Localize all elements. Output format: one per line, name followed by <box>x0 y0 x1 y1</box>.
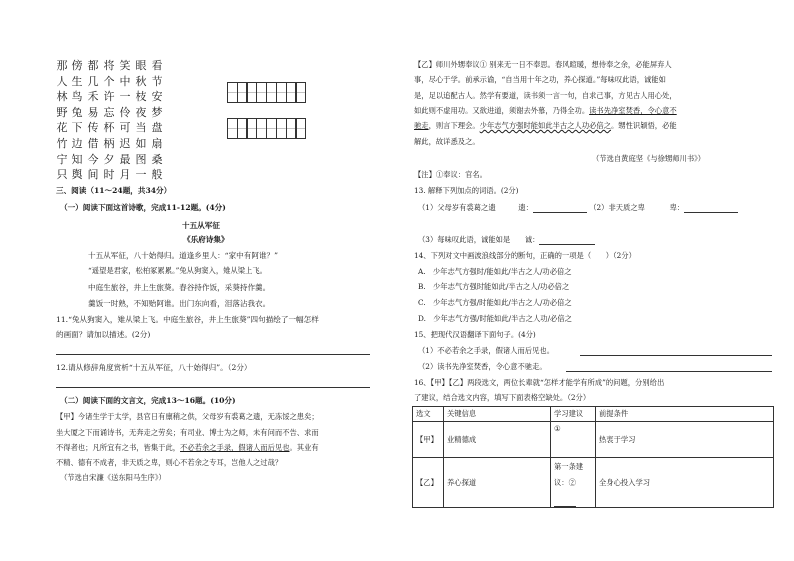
poem-grid-column: 将 个 许 忘 杯 柄 夕 时 <box>103 59 115 182</box>
poem-grid-column: 傍 生 鸟 兔 下 边 知 舆 <box>71 59 83 182</box>
table-cell-text: 第一条建议：② <box>554 461 584 487</box>
poem-grid-column: 笑 中 一 伶 可 迟 最 月 <box>119 59 131 182</box>
question-16: 16、【甲】【乙】两段选文，两位长辈就“怎样才能学有所成”的问题，分别给出 <box>414 378 665 387</box>
option-c[interactable]: C. 少年志气方强/时能如此/半古之人/功必倍之 <box>418 298 572 307</box>
table-cell-blank[interactable] <box>551 458 596 508</box>
passage-jia-line <box>56 443 319 453</box>
option-b[interactable]: B. 少年志气方强时能如此/半古之人/功必倍之 <box>418 282 570 291</box>
passage-yi-line: 解此，故详悉及之。 <box>414 137 480 146</box>
answer-line[interactable] <box>56 354 370 355</box>
q13-blank[interactable] <box>539 236 595 245</box>
answer-table <box>412 406 774 508</box>
passage-jia-text: 。其业有 <box>289 443 319 452</box>
option-d[interactable]: D. 少年志气方强/时能如此/半古之人功/必倍之 <box>418 314 572 323</box>
poem-grid-column: 那 人 林 野 花 竹 宁 只 <box>56 59 68 182</box>
q13-word: 遗： <box>518 203 533 212</box>
part2-heading: （二）阅读下面的文言文，完成13～16题。(10分) <box>60 396 236 405</box>
underlined-sentence: 驰走 <box>414 121 429 130</box>
underlined-sentence: 读书先净室焚香，令心意不 <box>589 106 677 115</box>
table-header: 关键信息 <box>444 407 551 422</box>
q16-blank[interactable] <box>554 498 576 507</box>
passage-jia-line: 不精、德有不成者，非天质之卑，则心不若余之专耳，岂他人之过哉？ <box>56 458 283 467</box>
question-15-2: （2）读书先净室焚香，令心意不驰走。 <box>418 362 547 371</box>
question-13-1 <box>418 203 738 213</box>
passage-yi-line <box>414 121 677 131</box>
passage-jia-source: （节选自宋濂《送东阳马生序》） <box>60 473 166 482</box>
passage-yi-source: （节选自黄庭坚《与徐甥师川书》） <box>592 154 706 163</box>
poem-grid-column: 都 几 禾 易 传 借 今 间 <box>87 59 99 182</box>
q13-word: 诚： <box>524 235 540 244</box>
table-header: 前提条件 <box>596 407 774 422</box>
passage-yi-line: 【乙】师川外甥奉议① 别来无一日不奉思。春风暄暖，想侍奉之余，必能屏弃人 <box>414 60 672 69</box>
table-cell: 【乙】 <box>413 458 444 508</box>
table-cell-blank[interactable]: ① <box>551 422 596 458</box>
question-11: 11.“兔从狗窦入，雉从梁上飞。中庭生旅谷，井上生旅葵”四句描绘了一幅怎样 <box>56 315 319 324</box>
table-header: 学习建议 <box>551 407 596 422</box>
answer-box-row-2[interactable] <box>227 118 305 139</box>
passage-jia-line: 【甲】今诸生学于太学，县官日有廪稍之供，父母岁有裘葛之遗，无冻馁之患矣； <box>56 412 319 421</box>
passage-jia-line: 坐大厦之下而诵诗书，无奔走之劳矣；有司业、博士为之师，未有问而不告、求而 <box>56 428 319 437</box>
table-row <box>413 458 774 508</box>
poem-line: 羹饭一时熟，不知贻阿谁。出门东向看，泪落沾我衣。 <box>88 299 271 308</box>
question-15-1: （1）不必若余之手录，假诸人而后见也。 <box>418 346 554 355</box>
section-title: 三、阅读（11～24题，共34分） <box>56 186 172 195</box>
answer-box-row-1[interactable] <box>227 82 305 103</box>
poem-title: 十五从军征 <box>182 221 220 230</box>
passage-jia-text: 不得者也；凡所宜有之书，皆集于此， <box>56 443 181 452</box>
passage-yi-line: 事，尽心于学。前承示谕，“自当用十年之功，养心探道。”每味叹此语，诚能如 <box>414 75 666 84</box>
q13-word: 卑： <box>669 203 685 212</box>
table-cell: 全身心投入学习 <box>596 458 774 508</box>
poem-line: “遥望是君家，松柏冢累累。”兔从狗窦入，雉从梁上飞。 <box>88 266 267 275</box>
option-a[interactable]: A. 少年志气方强时/能如此/半古之人/功必倍之 <box>418 267 572 276</box>
question-12: 12.请从修辞角度赏析“十五从军征，八十始得归”。（2分） <box>56 363 252 372</box>
table-header: 选文 <box>413 407 444 422</box>
table-cell: 热衷于学习 <box>596 422 774 458</box>
q13-blank[interactable] <box>533 204 587 213</box>
q13-blank[interactable] <box>684 204 738 213</box>
passage-yi-text: 。甥性识颖悟，必能 <box>611 121 677 130</box>
table-cell: 业精德成 <box>444 422 551 458</box>
q13-item: （3）每味叹此语，诚能如是 <box>418 235 511 244</box>
footnote: 【注】①奉议：官名。 <box>414 170 487 179</box>
wavy-underlined-sentence: 少年志气方强时能如此半古之人功必倍之 <box>479 121 612 130</box>
poem-line: 中庭生旅谷，井上生旅葵。舂谷持作饭，采葵持作羹。 <box>88 283 271 292</box>
question-15: 15、把现代汉语翻译下面句子。(4分) <box>414 330 536 339</box>
answer-line[interactable] <box>580 355 772 356</box>
answer-line[interactable] <box>566 371 772 372</box>
table-header-row <box>413 407 774 422</box>
passage-yi-line: 是，足以追配古人。然学有要道，读书须一言一句，自求己事，方见古人用心处， <box>414 91 677 100</box>
question-11-cont: 的画面？请加以描述。(2分) <box>56 330 151 339</box>
question-14: 14、下列对文中画波浪线部分的断句，正确的一项是（ ）（2分） <box>414 251 636 260</box>
poem-grid-column: 看 节 安 梦 盘 扇 桑 般 <box>151 59 163 182</box>
table-cell: 养心探道 <box>444 458 551 508</box>
passage-yi-text: 如此则不虚用功。又欲进道，须谢去外慕，乃得全功。 <box>414 106 590 115</box>
q13-item: （2）非天质之卑 <box>589 203 645 212</box>
question-13: 13. 解释下列加点的词语。(2分) <box>414 186 519 195</box>
answer-line[interactable] <box>56 387 370 388</box>
passage-yi-text: ，则言下理会。 <box>428 121 480 130</box>
question-16-cont: 了建议，结合选文内容，填写下面表格空缺处。（2分） <box>414 393 591 402</box>
poem-source: 《乐府诗集》 <box>183 235 229 244</box>
poem-line: 十五从军征，八十始得归。道逢乡里人：“家中有阿谁？” <box>88 251 279 260</box>
underlined-sentence: 不必若余之手录，假诸人而后见也 <box>180 443 290 452</box>
table-row <box>413 422 774 458</box>
q13-item: （1）父母岁有裘葛之遗 <box>418 203 496 212</box>
question-13-3 <box>418 235 595 245</box>
part1-heading: （一）阅读下面这首诗歌，完成11-12题。(4分) <box>60 203 226 212</box>
poem-grid-column: 眼 秋 枝 夜 当 如 图 一 <box>135 59 147 182</box>
table-cell: 【甲】 <box>413 422 444 458</box>
passage-yi-line <box>414 106 677 116</box>
